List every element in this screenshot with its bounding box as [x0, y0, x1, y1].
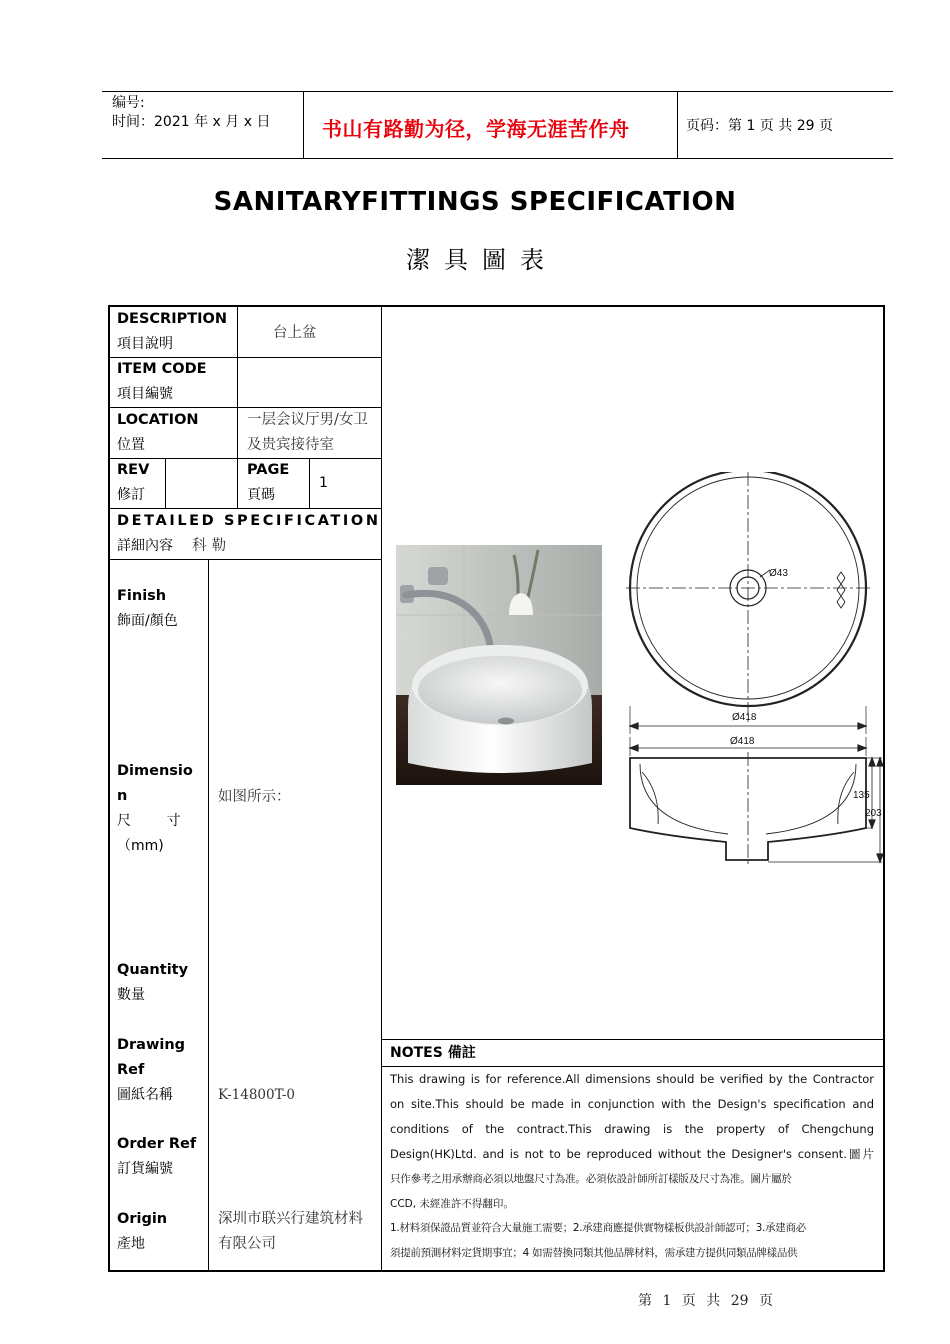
- bowl-depth-label: 135: [853, 790, 870, 801]
- table-rule: [381, 1039, 883, 1040]
- finish-label: [117, 584, 178, 634]
- dimension-label: [117, 759, 202, 859]
- description-label-zh: 項目說明: [117, 336, 173, 352]
- location-label-en: LOCATION: [117, 412, 199, 428]
- product-photo: [396, 545, 602, 785]
- quantity-label-zh: 數量: [117, 987, 145, 1003]
- notes-title: NOTES 備註: [390, 1045, 476, 1061]
- drawing-ref-label-en: Drawing: [117, 1037, 186, 1053]
- description-label: [117, 307, 227, 357]
- notes-line: CCD, 未經准許不得翻印。: [390, 1197, 514, 1210]
- page-label: [247, 458, 289, 508]
- drawing-ref-label-en: Ref: [117, 1062, 145, 1078]
- origin-value: [218, 1207, 363, 1257]
- quantity-label-en: Quantity: [117, 962, 189, 978]
- notes-line: 1.材料須保證品質並符合大量施工需要；2.承建商應提供實物樣板供設計師認可；3.承建商必: [390, 1222, 806, 1234]
- rev-label-zh: 修訂: [117, 487, 145, 503]
- dimension-value: 如图所示：: [218, 789, 291, 805]
- rev-label: [117, 458, 149, 508]
- dimension-label-en: n: [117, 788, 128, 804]
- dimension-label-en: Dimensio: [117, 763, 193, 779]
- drawing-ref-label: [117, 1033, 185, 1108]
- origin-value-line: 有限公司: [218, 1236, 276, 1252]
- item-code-label-en: ITEM CODE: [117, 361, 207, 377]
- header-top-rule: [102, 91, 893, 92]
- detailed-spec-label-en: DETAILED SPECIFICATION: [117, 513, 381, 529]
- rev-label-en: REV: [117, 462, 150, 478]
- detailed-spec-header: [117, 509, 381, 559]
- basin-dimension-drawing: [620, 472, 884, 872]
- table-divider: [237, 307, 238, 458]
- document-subtitle: 潔具圖表: [406, 246, 558, 274]
- origin-label-en: Origin: [117, 1211, 168, 1227]
- order-ref-label-zh: 訂貨編號: [117, 1161, 173, 1177]
- brand-value: 科勒: [192, 538, 232, 554]
- description-label-en: DESCRIPTION: [117, 311, 227, 327]
- header-bottom-rule: [102, 158, 893, 159]
- page-label-zh: 頁碼: [247, 487, 275, 503]
- dimension-unit: （mm): [117, 838, 164, 854]
- location-value-line: 一层会议厅男/女卫: [247, 412, 368, 428]
- origin-label: [117, 1207, 167, 1257]
- document-number-label: 编号:: [112, 95, 145, 111]
- header-divider: [677, 91, 678, 158]
- page-label-en: PAGE: [247, 462, 290, 478]
- table-rule: [110, 559, 381, 560]
- notes-line: on site.This should be made in conjunction with the Design's specification and: [390, 1097, 874, 1111]
- notes-body: [390, 1067, 874, 1265]
- table-rule: [110, 458, 381, 459]
- page-footer: 第 1 页 共 29 页: [638, 1293, 773, 1309]
- table-divider: [165, 458, 166, 508]
- table-divider: [237, 458, 238, 508]
- side-diameter-label: Ø418: [730, 736, 755, 747]
- detailed-spec-zh-row: [117, 534, 381, 559]
- table-divider: [309, 458, 310, 508]
- order-ref-label: [117, 1132, 196, 1182]
- item-code-label: [117, 357, 207, 407]
- table-divider: [381, 307, 382, 1270]
- quantity-label: [117, 958, 188, 1008]
- finish-label-en: Finish: [117, 588, 167, 604]
- finish-label-zh: 飾面/顏色: [117, 613, 178, 629]
- dimension-label-zh: 尺 寸: [117, 813, 181, 829]
- description-value: 台上盆: [273, 325, 317, 341]
- top-diameter-label: Ø418: [732, 712, 757, 723]
- notes-line: conditions of the contract.This drawing is the property of Chengchung: [390, 1122, 874, 1136]
- origin-value-line: 深圳市联兴行建筑材料: [218, 1211, 363, 1227]
- header-page-info: 页码：第 1 页 共 29 页: [686, 118, 833, 134]
- location-value: [247, 408, 368, 458]
- table-divider: [208, 560, 209, 1270]
- notes-line: 只作參考之用承辦商必須以地盤尺寸為准。必須依設計師所訂樣版及尺寸為准。圖片屬於: [390, 1173, 792, 1185]
- notes-line: This drawing is for reference.All dimensions should be verified by the Contractor: [390, 1072, 874, 1086]
- total-height-label: 203: [865, 808, 882, 819]
- basin-photo-illustration: [396, 545, 602, 785]
- origin-label-zh: 產地: [117, 1236, 145, 1252]
- location-label-zh: 位置: [117, 437, 145, 453]
- item-code-label-zh: 項目編號: [117, 386, 173, 402]
- document-date: 时间：2021 年 x 月 x 日: [112, 114, 271, 130]
- header-motto: 书山有路勤为径，学海无涯苦作舟: [322, 117, 630, 141]
- notes-line: 須提前預測材料定貨期事宜；4 如需替換同類其他品牌材料，需承建方提供同類品牌樣品供: [390, 1246, 798, 1259]
- technical-drawing: [620, 472, 884, 872]
- location-value-line: 及贵宾接待室: [247, 437, 334, 453]
- header-divider: [303, 91, 304, 158]
- drawing-ref-label-zh: 圖紙名稱: [117, 1087, 173, 1103]
- page-value: 1: [319, 475, 328, 491]
- location-label: [117, 408, 199, 458]
- detailed-spec-label-zh: 詳細內容: [117, 538, 173, 554]
- hole-dimension-label: Ø43: [769, 568, 788, 579]
- order-ref-label-en: Order Ref: [117, 1136, 197, 1152]
- drawing-ref-value: K-14800T-0: [218, 1087, 296, 1103]
- notes-line: Design(HK)Ltd. and is not to be reproduced without the Designer's consent.圖片: [390, 1147, 874, 1161]
- document-title: SANITARYFITTINGS SPECIFICATION: [213, 187, 737, 217]
